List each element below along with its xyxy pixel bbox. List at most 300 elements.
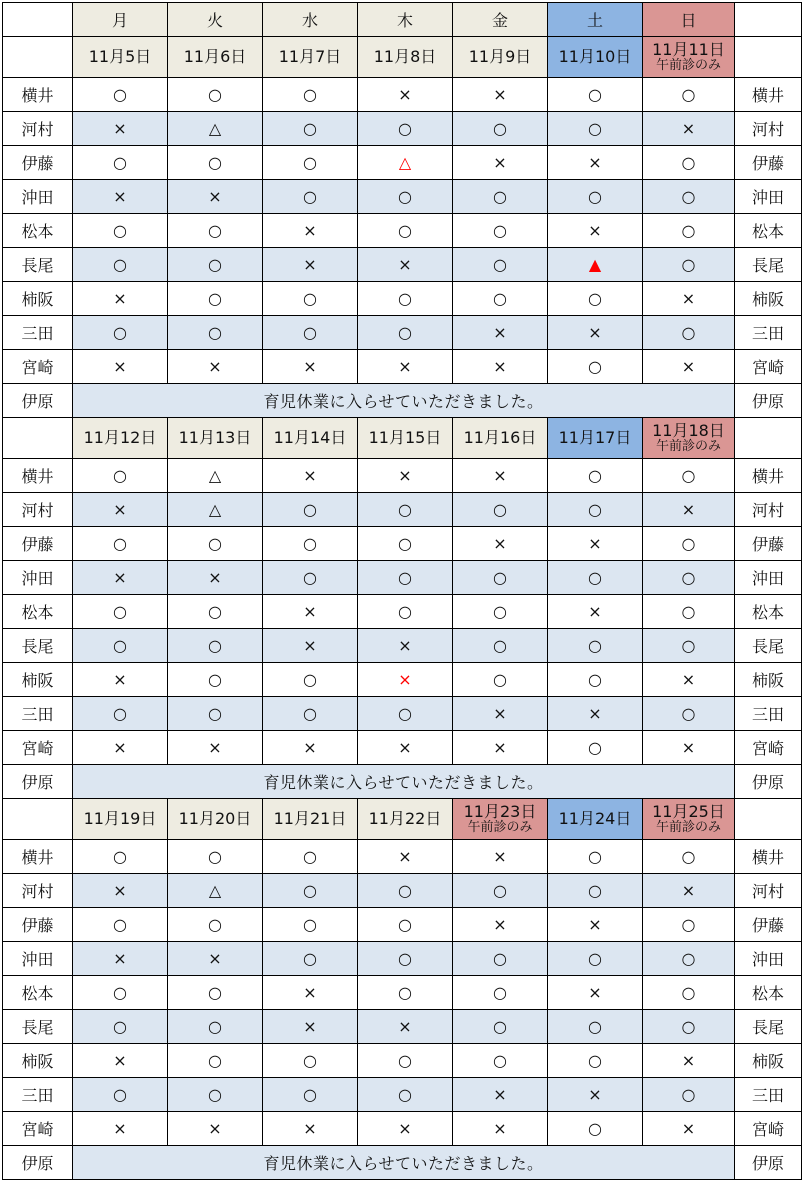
availability-cell: [168, 942, 263, 976]
availability-mark: ○: [303, 670, 317, 689]
morning-only-note: 午前診のみ: [655, 438, 721, 454]
doctor-row: [3, 146, 802, 180]
doctor-row: [3, 1044, 802, 1078]
availability-mark: ×: [208, 568, 222, 587]
availability-cell: [643, 527, 735, 561]
availability-cell: [643, 146, 735, 180]
availability-mark: ×: [493, 153, 507, 172]
availability-cell: [643, 1044, 735, 1078]
date-cell: [643, 37, 735, 78]
availability-cell: [643, 248, 735, 282]
availability-mark: ○: [303, 289, 317, 308]
availability-mark: ○: [208, 1051, 222, 1070]
availability-mark: ×: [398, 670, 412, 689]
availability-cell: [453, 1078, 548, 1112]
availability-mark: ○: [588, 881, 602, 900]
availability-mark: ×: [588, 153, 602, 172]
availability-mark: ○: [493, 1051, 507, 1070]
availability-cell: [73, 493, 168, 527]
availability-mark: ×: [113, 1051, 127, 1070]
availability-mark: ×: [303, 221, 317, 240]
availability-mark: ×: [493, 738, 507, 757]
availability-cell: [168, 561, 263, 595]
availability-cell: [453, 146, 548, 180]
availability-cell: [263, 459, 358, 493]
availability-mark: ○: [303, 847, 317, 866]
availability-mark: ×: [681, 738, 696, 757]
availability-mark: ○: [208, 636, 222, 655]
availability-cell: [263, 663, 358, 697]
availability-mark: ○: [303, 915, 317, 934]
availability-mark: ×: [398, 357, 412, 376]
availability-cell: [453, 697, 548, 731]
availability-mark: ○: [493, 187, 507, 206]
date-cell: [548, 418, 643, 459]
availability-cell: [358, 248, 453, 282]
availability-mark: ○: [208, 847, 222, 866]
availability-cell: [643, 78, 735, 112]
availability-mark: ○: [208, 915, 222, 934]
availability-mark: ○: [588, 85, 602, 104]
doctor-name-right: 伊藤: [735, 146, 802, 180]
availability-cell: [73, 248, 168, 282]
availability-cell: [453, 214, 548, 248]
availability-mark: ×: [208, 357, 222, 376]
availability-mark: ×: [113, 881, 127, 900]
availability-cell: [358, 459, 453, 493]
date-cell: [73, 799, 168, 840]
availability-mark: ×: [398, 466, 412, 485]
availability-cell: [358, 731, 453, 765]
weekday-wed: 水: [263, 3, 358, 37]
availability-cell: [73, 595, 168, 629]
date-cell: [263, 37, 358, 78]
availability-mark: ×: [303, 466, 317, 485]
availability-mark: ○: [113, 1085, 127, 1104]
availability-mark: ×: [398, 85, 412, 104]
availability-mark: △: [208, 881, 222, 900]
date-label: 11月23日: [463, 801, 537, 821]
availability-cell: [548, 629, 643, 663]
availability-cell: [453, 459, 548, 493]
doctor-name-right: 柿阪: [735, 282, 802, 316]
availability-mark: ×: [493, 85, 507, 104]
doctor-row: [3, 527, 802, 561]
availability-cell: [168, 595, 263, 629]
availability-mark: ▲: [588, 255, 602, 274]
doctor-row: [3, 459, 802, 493]
doctor-name: 伊原: [3, 384, 73, 418]
availability-cell: [73, 112, 168, 146]
availability-cell: [263, 180, 358, 214]
availability-mark: ○: [681, 255, 696, 274]
availability-cell: [548, 316, 643, 350]
availability-cell: [453, 731, 548, 765]
availability-mark: ○: [303, 187, 317, 206]
availability-cell: [263, 840, 358, 874]
availability-mark: ○: [493, 1017, 507, 1036]
availability-mark: ○: [681, 221, 696, 240]
availability-mark: ○: [493, 500, 507, 519]
availability-cell: [73, 840, 168, 874]
availability-mark: ×: [208, 1119, 222, 1138]
availability-cell: [73, 629, 168, 663]
morning-only-note: 午前診のみ: [655, 819, 721, 835]
doctor-name-right: 長尾: [735, 1010, 802, 1044]
parental-leave-notice: 育児休業に入らせていただきました。: [73, 765, 735, 799]
availability-mark: ○: [681, 949, 696, 968]
availability-mark: ○: [398, 568, 412, 587]
availability-mark: ○: [303, 1051, 317, 1070]
doctor-name: 柿阪: [3, 663, 73, 697]
availability-mark: ○: [588, 466, 602, 485]
availability-mark: ○: [681, 568, 696, 587]
weekday-header-row: [3, 3, 802, 37]
availability-cell: [73, 180, 168, 214]
availability-cell: [548, 282, 643, 316]
availability-cell: [168, 976, 263, 1010]
availability-cell: [548, 731, 643, 765]
availability-cell: [263, 561, 358, 595]
availability-cell: [168, 840, 263, 874]
availability-mark: ×: [588, 221, 602, 240]
availability-mark: ○: [208, 602, 222, 621]
availability-mark: ○: [208, 85, 222, 104]
availability-cell: [358, 214, 453, 248]
availability-cell: [548, 976, 643, 1010]
availability-cell: [548, 908, 643, 942]
availability-cell: [73, 214, 168, 248]
date-label: 11月22日: [368, 808, 442, 828]
availability-cell: [358, 112, 453, 146]
availability-mark: ×: [493, 1119, 507, 1138]
date-cell: [643, 418, 735, 459]
doctor-name: 沖田: [3, 561, 73, 595]
date-cell: [358, 418, 453, 459]
availability-cell: [453, 908, 548, 942]
corner-cell-right: [735, 3, 802, 37]
doctor-name: 三田: [3, 316, 73, 350]
availability-cell: [358, 663, 453, 697]
doctor-row: [3, 493, 802, 527]
availability-mark: ○: [398, 500, 412, 519]
availability-cell: [263, 908, 358, 942]
availability-cell: [263, 112, 358, 146]
availability-mark: ○: [208, 255, 222, 274]
date-label: 11月9日: [468, 46, 532, 66]
doctor-name-right: 沖田: [735, 561, 802, 595]
availability-mark: ○: [208, 1017, 222, 1036]
availability-mark: ○: [113, 255, 127, 274]
availability-mark: ○: [303, 85, 317, 104]
availability-cell: [263, 976, 358, 1010]
availability-mark: ○: [113, 602, 127, 621]
availability-mark: ○: [681, 323, 696, 342]
availability-cell: [168, 78, 263, 112]
availability-cell: [263, 1044, 358, 1078]
availability-mark: ○: [588, 1119, 602, 1138]
availability-cell: [73, 527, 168, 561]
availability-cell: [358, 78, 453, 112]
doctor-name: 長尾: [3, 629, 73, 663]
date-label: 11月12日: [83, 427, 157, 447]
availability-cell: [263, 874, 358, 908]
doctor-row: [3, 1078, 802, 1112]
availability-cell: [358, 908, 453, 942]
availability-cell: [643, 112, 735, 146]
date-row: [3, 418, 802, 459]
doctor-name: 松本: [3, 595, 73, 629]
availability-mark: ×: [681, 289, 696, 308]
availability-cell: [73, 908, 168, 942]
availability-mark: ×: [113, 119, 127, 138]
availability-mark: ○: [113, 221, 127, 240]
availability-cell: [643, 561, 735, 595]
availability-mark: ○: [208, 670, 222, 689]
availability-mark: ○: [588, 500, 602, 519]
availability-cell: [263, 248, 358, 282]
availability-cell: [643, 1112, 735, 1146]
doctor-name-right: 伊藤: [735, 527, 802, 561]
date-cell: [263, 799, 358, 840]
date-cell: [168, 37, 263, 78]
doctor-name: 伊藤: [3, 146, 73, 180]
date-label: 11月13日: [178, 427, 252, 447]
weekday-thu: 木: [358, 3, 453, 37]
doctor-name-right: 伊藤: [735, 908, 802, 942]
availability-cell: [168, 493, 263, 527]
availability-mark: ○: [588, 187, 602, 206]
availability-cell: [168, 1078, 263, 1112]
availability-mark: ○: [493, 255, 507, 274]
date-row-blank: [3, 799, 73, 840]
availability-cell: [168, 316, 263, 350]
availability-cell: [453, 180, 548, 214]
availability-mark: △: [208, 119, 222, 138]
date-label: 11月6日: [183, 46, 247, 66]
availability-mark: ○: [398, 704, 412, 723]
availability-cell: [168, 112, 263, 146]
availability-mark: ×: [681, 670, 696, 689]
availability-cell: [548, 527, 643, 561]
availability-cell: [643, 840, 735, 874]
availability-mark: ×: [681, 500, 696, 519]
leave-row: [3, 1146, 802, 1180]
availability-cell: [643, 493, 735, 527]
availability-cell: [263, 595, 358, 629]
date-cell: [73, 37, 168, 78]
availability-cell: [168, 350, 263, 384]
availability-mark: ×: [113, 1119, 127, 1138]
availability-mark: ○: [493, 983, 507, 1002]
availability-cell: [168, 908, 263, 942]
availability-cell: [73, 1078, 168, 1112]
availability-mark: ○: [398, 949, 412, 968]
date-cell: [453, 37, 548, 78]
doctor-name: 沖田: [3, 180, 73, 214]
availability-mark: ×: [303, 1119, 317, 1138]
leave-row: [3, 384, 802, 418]
availability-cell: [358, 1010, 453, 1044]
date-cell: [548, 799, 643, 840]
date-label: 11月14日: [273, 427, 347, 447]
availability-cell: [73, 316, 168, 350]
availability-cell: [548, 78, 643, 112]
availability-cell: [358, 493, 453, 527]
availability-cell: [453, 942, 548, 976]
availability-cell: [453, 663, 548, 697]
doctor-name-right: 伊原: [735, 1146, 802, 1180]
availability-mark: ×: [113, 187, 127, 206]
doctor-name: 横井: [3, 459, 73, 493]
weekday-mon: 月: [73, 3, 168, 37]
availability-cell: [453, 561, 548, 595]
doctor-name: 河村: [3, 112, 73, 146]
availability-mark: ×: [398, 1119, 412, 1138]
doctor-row: [3, 316, 802, 350]
availability-cell: [548, 350, 643, 384]
doctor-name: 長尾: [3, 248, 73, 282]
doctor-name: 松本: [3, 214, 73, 248]
date-label: 11月5日: [88, 46, 152, 66]
availability-mark: ○: [681, 636, 696, 655]
availability-mark: ○: [398, 534, 412, 553]
availability-cell: [643, 1010, 735, 1044]
doctor-name-right: 長尾: [735, 248, 802, 282]
availability-mark: ×: [113, 568, 127, 587]
availability-mark: ×: [303, 357, 317, 376]
doctor-name: 三田: [3, 1078, 73, 1112]
availability-cell: [168, 214, 263, 248]
availability-mark: ○: [493, 881, 507, 900]
availability-cell: [73, 942, 168, 976]
availability-mark: ○: [681, 534, 696, 553]
availability-mark: ×: [588, 915, 602, 934]
availability-cell: [73, 350, 168, 384]
availability-mark: ○: [208, 221, 222, 240]
availability-cell: [548, 1010, 643, 1044]
date-cell: [548, 37, 643, 78]
availability-mark: ○: [588, 289, 602, 308]
availability-cell: [168, 180, 263, 214]
availability-cell: [643, 874, 735, 908]
availability-mark: ○: [208, 1085, 222, 1104]
availability-mark: ○: [303, 119, 317, 138]
doctor-schedule-table: [2, 2, 802, 1180]
doctor-row: [3, 874, 802, 908]
doctor-name-right: 柿阪: [735, 1044, 802, 1078]
availability-cell: [358, 1044, 453, 1078]
availability-mark: ×: [113, 738, 127, 757]
availability-cell: [73, 1010, 168, 1044]
availability-mark: ×: [208, 738, 222, 757]
availability-mark: ×: [303, 983, 317, 1002]
availability-cell: [643, 942, 735, 976]
availability-mark: ○: [493, 289, 507, 308]
availability-cell: [548, 595, 643, 629]
availability-mark: ○: [303, 704, 317, 723]
availability-mark: ×: [588, 1085, 602, 1104]
date-cell: [73, 418, 168, 459]
doctor-name: 伊原: [3, 1146, 73, 1180]
availability-mark: ○: [113, 466, 127, 485]
availability-mark: ×: [493, 915, 507, 934]
availability-cell: [168, 629, 263, 663]
availability-mark: ○: [113, 636, 127, 655]
availability-cell: [453, 527, 548, 561]
availability-mark: ○: [681, 1085, 696, 1104]
doctor-name: 松本: [3, 976, 73, 1010]
availability-mark: ○: [493, 221, 507, 240]
availability-cell: [643, 976, 735, 1010]
availability-mark: ○: [398, 983, 412, 1002]
doctor-row: [3, 629, 802, 663]
doctor-name-right: 横井: [735, 459, 802, 493]
availability-cell: [548, 112, 643, 146]
availability-mark: ×: [681, 119, 696, 138]
availability-mark: ×: [208, 187, 222, 206]
doctor-row: [3, 697, 802, 731]
availability-mark: ×: [303, 602, 317, 621]
availability-cell: [453, 629, 548, 663]
availability-mark: ○: [113, 153, 127, 172]
availability-mark: ×: [113, 949, 127, 968]
availability-mark: ○: [398, 323, 412, 342]
availability-mark: ○: [588, 119, 602, 138]
availability-cell: [548, 1112, 643, 1146]
availability-mark: ○: [681, 704, 696, 723]
availability-cell: [263, 493, 358, 527]
availability-cell: [358, 350, 453, 384]
availability-mark: ×: [398, 738, 412, 757]
availability-mark: ○: [303, 500, 317, 519]
availability-cell: [453, 1112, 548, 1146]
availability-mark: ○: [588, 738, 602, 757]
availability-cell: [453, 78, 548, 112]
doctor-name-right: 柿阪: [735, 663, 802, 697]
date-row-blank-right: [735, 418, 802, 459]
date-row-blank: [3, 37, 73, 78]
availability-cell: [168, 282, 263, 316]
availability-cell: [453, 282, 548, 316]
availability-cell: [453, 1010, 548, 1044]
date-row: [3, 799, 802, 840]
availability-mark: ×: [113, 289, 127, 308]
availability-cell: [263, 731, 358, 765]
availability-mark: ×: [303, 255, 317, 274]
availability-cell: [168, 663, 263, 697]
doctor-name-right: 宮崎: [735, 731, 802, 765]
availability-mark: ×: [398, 1017, 412, 1036]
date-label: 11月21日: [273, 808, 347, 828]
availability-cell: [548, 697, 643, 731]
doctor-name: 三田: [3, 697, 73, 731]
availability-mark: ○: [208, 534, 222, 553]
doctor-name-right: 河村: [735, 874, 802, 908]
availability-cell: [263, 78, 358, 112]
availability-mark: ○: [303, 153, 317, 172]
availability-cell: [263, 942, 358, 976]
availability-mark: ○: [303, 568, 317, 587]
availability-mark: ○: [588, 568, 602, 587]
availability-cell: [358, 697, 453, 731]
doctor-name: 柿阪: [3, 282, 73, 316]
doctor-name: 横井: [3, 78, 73, 112]
availability-cell: [73, 663, 168, 697]
doctor-name-right: 三田: [735, 1078, 802, 1112]
availability-mark: ×: [588, 534, 602, 553]
doctor-name-right: 宮崎: [735, 1112, 802, 1146]
